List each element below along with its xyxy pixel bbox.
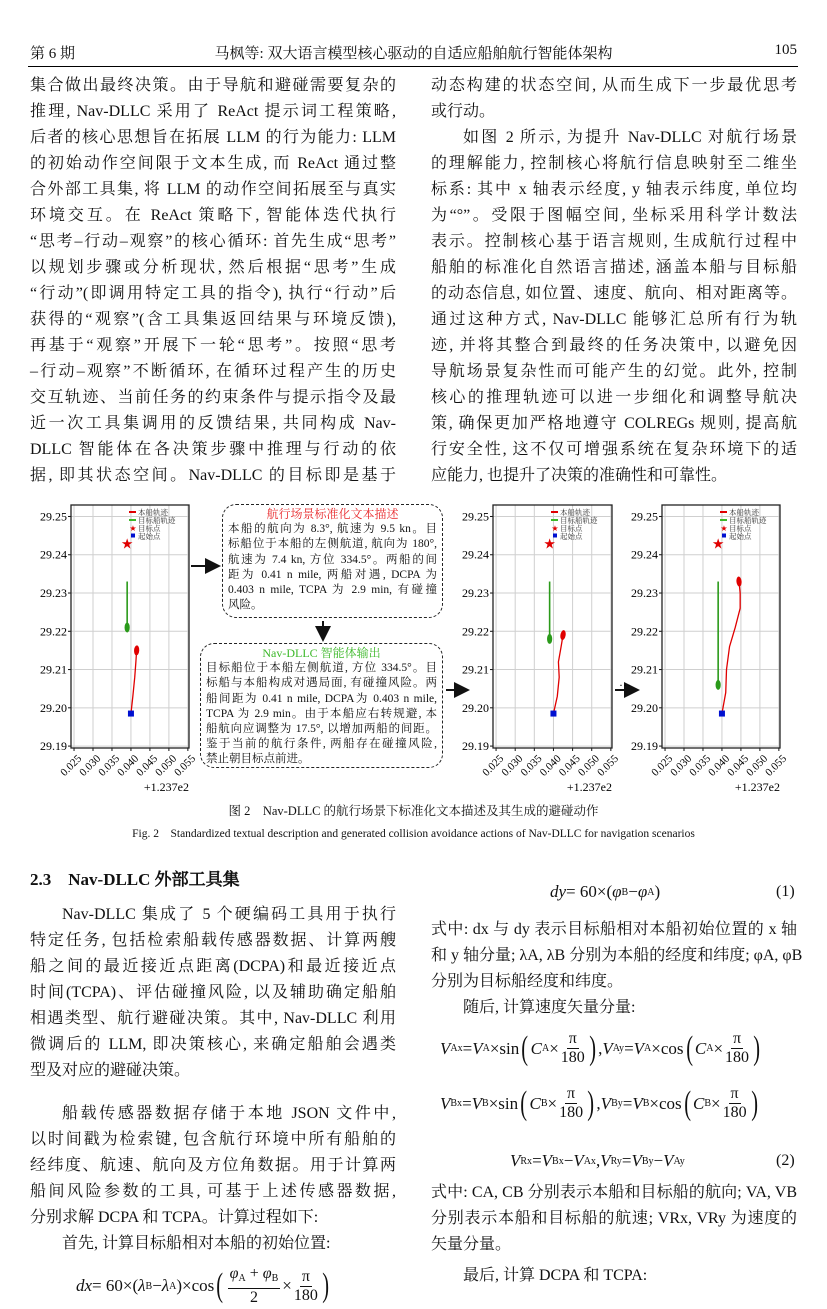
y-tick-label: 29.22 xyxy=(631,624,658,639)
legend-label: 目标点 xyxy=(138,524,161,533)
ship-marker xyxy=(547,634,552,644)
text-line: 本船的航向为 8.3°, 航速为 9.5 kn。目 xyxy=(228,523,437,536)
paragraph-tools xyxy=(30,902,396,1084)
text-line: “思考–行动–观察”的核心循环: 首先生成“思考” xyxy=(30,233,396,250)
text-line: 鉴于当前的航行条件, 两船存在碰撞风险, xyxy=(206,738,437,751)
formula-token: V xyxy=(631,1151,642,1170)
y-tick-label: 29.23 xyxy=(40,586,67,601)
x-offset-label: +1.237e2 xyxy=(734,780,780,794)
formula-token: = xyxy=(624,1038,634,1058)
formula-token: = xyxy=(462,1093,472,1113)
formula-va xyxy=(440,1030,762,1067)
y-tick-label: 29.24 xyxy=(462,547,489,562)
text-line: 矢量分量。 xyxy=(431,1236,512,1253)
formula-token: φ xyxy=(229,1265,239,1282)
formula-token: − xyxy=(628,882,638,901)
legend-square-icon xyxy=(722,534,726,538)
formula-token: ) xyxy=(322,1267,329,1304)
formula-token: Ay xyxy=(673,1155,685,1167)
start-point-marker xyxy=(550,711,556,717)
text-line: 船之间的最近接近点距离(DCPA)和最近接近点 xyxy=(30,958,396,975)
formula-token: π xyxy=(301,1267,310,1285)
section-heading: 2.3 Nav-DLLC 外部工具集 xyxy=(30,870,240,889)
text-line: 经纬度、航速、航向及方位角数据。用于计算两 xyxy=(30,1157,396,1174)
formula-token: 180 xyxy=(560,1049,585,1066)
formula-token: ×cos xyxy=(651,1038,684,1058)
formula-token: ( xyxy=(216,1267,224,1304)
equation-number: (1) xyxy=(776,883,795,900)
fraction xyxy=(725,1030,749,1067)
x-tick-label: 0.040 xyxy=(537,752,564,779)
text-line: 微调后的 LLM, 即决策核心, 来确定船舶会遇类 xyxy=(30,1036,396,1053)
x-tick-label: 0.045 xyxy=(556,752,583,779)
text-line: 的理解能力, 控制核心将航行信息映射至二维坐 xyxy=(431,155,797,172)
formula-token: ( xyxy=(520,1084,528,1122)
y-tick-label: 29.22 xyxy=(40,624,67,639)
text-line: 式中: dx 与 dy 表示目标船相对本船初始位置的 x 轴 xyxy=(431,921,797,938)
text-line: 式中: CA, CB 分别表示本船和目标船的航向; VA, VB xyxy=(431,1184,797,1201)
text-line: 后者的核心思想旨在拓展 LLM 的行为能力: LLM xyxy=(30,129,396,146)
formula-token: A xyxy=(482,1043,490,1054)
legend-label: 本船轨迹 xyxy=(138,508,168,517)
y-tick-label: 29.23 xyxy=(631,586,658,601)
text-line: 再基于“观察”开展下一轮“思考”。按照“思考 xyxy=(30,337,396,354)
text-line: 船载传感器数据存储于本地 JSON 文件中, xyxy=(62,1105,396,1122)
legend-label: 目标点 xyxy=(729,524,752,533)
legend-label: 目标船轨迹 xyxy=(729,516,767,525)
legend-label: 本船轨迹 xyxy=(729,508,759,517)
y-tick-label: 29.21 xyxy=(631,662,658,677)
text-line: 标船位于本船的左侧航道, 航向为 180°, xyxy=(228,538,437,551)
formula-token: Bx xyxy=(552,1155,564,1167)
own-ship-trajectory xyxy=(131,650,137,713)
formula-token: V xyxy=(573,1151,584,1170)
formula-token: φ xyxy=(612,882,622,901)
own-ship-trajectory xyxy=(722,582,740,714)
text-line: 核心的推理轨迹可以进一步细化和调整导航决 xyxy=(431,389,797,406)
formula-token: )×cos xyxy=(176,1276,215,1295)
formula-token: By xyxy=(611,1098,623,1109)
y-tick-label: 29.21 xyxy=(462,662,489,677)
text-line: 近一次工具集调用的反馈结果, 共同构成 Nav- xyxy=(30,415,396,432)
text-line: 环境交互。在 ReAct 策略下, 智能体迭代执行 xyxy=(30,207,396,224)
formula-token: B xyxy=(145,1280,153,1292)
formula-token: C xyxy=(530,1038,542,1058)
formula-token: V xyxy=(633,1038,645,1058)
legend-label: 目标船轨迹 xyxy=(560,516,598,525)
text-line: 船航向应调整为 17.5°, 以增加两船的间距。 xyxy=(206,723,437,736)
formula-token: φ xyxy=(637,882,648,901)
legend-star-icon: ★ xyxy=(720,524,728,533)
text-line: 和 y 轴分量; λA, λB 分别为本船的经度和纬度; φA, φB xyxy=(431,947,803,964)
text-line: 航速为 7.4 kn, 方位 334.5°。两船的间 xyxy=(228,553,437,566)
y-tick-label: 29.19 xyxy=(631,739,658,754)
legend-label: 起始点 xyxy=(729,532,752,541)
text-line: 时间(TCPA)、评估碰撞风险, 以及辅助确定船舶 xyxy=(30,984,396,1001)
figure-caption-en: Fig. 2 Standardized textual description and generated collision avoidance actions of Nav-DLLC for navigation scenarios xyxy=(132,828,695,840)
x-offset-label: +1.237e2 xyxy=(143,780,189,794)
formula-token: V xyxy=(471,1093,483,1113)
formula-token: C xyxy=(694,1038,707,1058)
formula-token: A xyxy=(541,1043,550,1054)
text-line: 应能力, 也提升了决策的准确性和可靠性。 xyxy=(431,467,728,484)
box-text xyxy=(206,661,437,767)
formula-token: × xyxy=(713,1038,724,1058)
x-tick-label: 0.050 xyxy=(153,752,180,779)
formula-token: , xyxy=(598,1038,603,1058)
own-ship-trajectory xyxy=(553,635,563,713)
formula-token: V xyxy=(440,1038,451,1058)
formula-token: = xyxy=(622,1093,633,1113)
text-line: 分别表示本船和目标船的航速; VRx, VRy 为速度的 xyxy=(431,1210,797,1227)
formula-token: A xyxy=(647,886,655,898)
text-line: 行安全性, 这不仅可增强系统在复杂环境下的适 xyxy=(431,441,797,458)
formula-dx xyxy=(76,1265,331,1307)
y-tick-label: 29.25 xyxy=(40,509,67,524)
text-line: 距为 0.41 n mile, 两船对遇, DCPA 为 xyxy=(228,568,437,581)
formula-dy xyxy=(550,882,660,902)
ship-marker xyxy=(134,645,140,655)
formula-token: V xyxy=(600,1151,611,1170)
formula-vb xyxy=(440,1085,760,1122)
x-tick-label: 0.055 xyxy=(172,752,199,779)
box-title: Nav-DLLC 智能体输出 xyxy=(262,646,381,660)
formula-token: × xyxy=(547,1093,558,1113)
y-tick-label: 29.24 xyxy=(40,547,67,562)
formula-token: ×cos xyxy=(649,1093,682,1113)
legend-label: 目标船轨迹 xyxy=(138,516,176,525)
issue-number: 第 6 期 xyxy=(30,46,76,62)
formula-token: Bx xyxy=(450,1098,463,1109)
agent-output-box xyxy=(200,643,443,768)
text-line: 最后, 计算 DCPA 和 TCPA: xyxy=(463,1267,648,1284)
formula-token: 180 xyxy=(725,1049,750,1066)
x-tick-label: 0.025 xyxy=(649,752,676,779)
text-line: 以规划步骤或分析现状, 然后根据“思考”生成 xyxy=(30,259,396,276)
y-tick-label: 29.22 xyxy=(462,624,489,639)
running-title: 马枫等: 双大语言模型核心驱动的自适应船舶航行智能体架构 xyxy=(214,46,613,62)
text-line: 特定任务, 包括检索船载传感器数据、计算两艘 xyxy=(30,932,396,949)
formula-token: Ay xyxy=(612,1043,625,1054)
formula-token: ( xyxy=(685,1029,693,1067)
formula-token: ( xyxy=(521,1029,529,1067)
x-tick-label: 0.040 xyxy=(115,752,142,779)
x-tick-label: 0.030 xyxy=(499,752,526,779)
text-line: 迹, 并将其整合到最终的任务决策中, 以避免因 xyxy=(431,337,797,354)
text-line: 首先, 计算目标船相对本船的初始位置: xyxy=(62,1235,331,1252)
x-tick-label: 0.035 xyxy=(518,752,545,779)
box-title: 航行场景标准化文本描述 xyxy=(266,507,399,521)
legend-star-icon: ★ xyxy=(551,524,559,533)
text-line: 的初始动作空间限于文本生成, 而 ReAct 通过整 xyxy=(30,155,396,172)
formula-token: Ax xyxy=(583,1155,596,1167)
formula-token: A xyxy=(169,1280,177,1292)
text-line: 船舶的标准化自然语言描述, 涵盖本船与目标船 xyxy=(431,259,797,276)
x-tick-label: 0.055 xyxy=(595,752,622,779)
ship-marker xyxy=(716,680,721,690)
formula-token: 180 xyxy=(722,1104,747,1121)
fraction xyxy=(561,1030,585,1067)
text-line: 合外部工具集, 将 LLM 的动作空间拓展至与真实 xyxy=(30,181,396,198)
formula-token: 2 xyxy=(249,1289,258,1306)
text-line: TCPA 为 2.9 min。由于本船应右转规避, 本 xyxy=(206,707,437,720)
text-line: 为“°”。受限于图幅空间, 坐标采用科学计数法 xyxy=(431,207,797,224)
text-line: 推理, Nav-DLLC 采用了 ReAct 提示词工程策略, xyxy=(30,103,396,120)
start-point-marker xyxy=(719,711,725,717)
formula-token: V xyxy=(472,1038,483,1058)
legend-label: 目标点 xyxy=(560,524,583,533)
page-number: 105 xyxy=(774,42,797,58)
legend-square-icon xyxy=(131,534,135,538)
formula-token: V xyxy=(602,1038,613,1058)
formula-token: = 60×( xyxy=(92,1276,139,1295)
text-line: 表示。控制核心基于语言规则, 生成航行过程中 xyxy=(431,233,797,250)
formula-token: A xyxy=(644,1043,652,1054)
formula-token: − xyxy=(563,1151,574,1170)
text-line: 如图 2 所示, 为提升 Nav-DLLC 对航行场景 xyxy=(463,129,797,146)
x-tick-label: 0.035 xyxy=(96,752,123,779)
x-tick-label: 0.030 xyxy=(668,752,695,779)
formula-token: Ax xyxy=(450,1043,463,1054)
formula-token: V xyxy=(663,1151,674,1170)
text-line: 风险。 xyxy=(228,599,263,612)
formula-token: B xyxy=(621,886,629,898)
formula-token: dy xyxy=(550,882,567,901)
text-line: 集合做出最终决策。由于导航和避碰需要复杂的 xyxy=(30,77,396,94)
formula-token: B xyxy=(642,1098,650,1109)
x-tick-label: 0.050 xyxy=(744,752,771,779)
formula-token: + xyxy=(245,1265,263,1282)
fraction xyxy=(723,1085,747,1122)
paragraph-final-step xyxy=(431,1263,797,1289)
text-line: 动态构建的状态空间, 从而生成下一步最优思考 xyxy=(431,77,797,94)
formula-token: A xyxy=(238,1273,246,1284)
text-line: 通过这种方式, Nav-DLLC 能够汇总所有行为轨 xyxy=(431,311,797,328)
equation-number: (2) xyxy=(776,1152,795,1169)
formula-token: ( xyxy=(683,1084,691,1122)
y-tick-label: 29.23 xyxy=(462,586,489,601)
start-point-marker xyxy=(128,711,134,717)
text-line: 策, 确保更加严格地遵守 COLREGs 规则, 提高航 xyxy=(431,415,797,432)
text-line: 船间风险参数的工具, 可基于上述传感器数据, xyxy=(30,1183,396,1200)
formula-token: λ xyxy=(138,1276,146,1295)
formula-token: π xyxy=(730,1085,739,1102)
x-tick-label: 0.045 xyxy=(134,752,161,779)
formula-token: By xyxy=(641,1155,654,1167)
figure-caption-cn: 图 2 Nav-DLLC 的航行场景下标准化文本描述及其生成的避碰动作 xyxy=(228,804,599,818)
text-line: 的动态信息, 如位置、速度、航向、相对距离等。 xyxy=(431,285,797,302)
formula-token: B xyxy=(704,1098,711,1109)
paragraph-first-step xyxy=(30,1231,396,1257)
x-tick-label: 0.045 xyxy=(725,752,752,779)
box-text xyxy=(228,522,437,613)
text-line: 标船与本船构成对遇局面, 有碰撞风险。两 xyxy=(206,677,437,690)
y-tick-label: 29.21 xyxy=(40,662,67,677)
x-tick-label: 0.025 xyxy=(58,752,85,779)
formula-token: ) xyxy=(589,1029,596,1067)
text-line: 或行动。 xyxy=(431,103,496,120)
x-offset-label: +1.237e2 xyxy=(566,780,612,794)
y-tick-label: 29.20 xyxy=(631,700,658,715)
ship-marker xyxy=(125,622,130,632)
x-tick-label: 0.025 xyxy=(480,752,507,779)
formula-token: B xyxy=(271,1273,279,1284)
formula-token: B xyxy=(482,1098,489,1109)
text-line: 分别求解 DCPA 和 TCPA。计算过程如下: xyxy=(30,1209,319,1226)
ellipsis: … xyxy=(619,675,631,689)
fraction xyxy=(559,1085,583,1122)
scenario-description-box xyxy=(222,504,443,618)
formula-token: , xyxy=(596,1093,601,1113)
formula-token: = xyxy=(462,1038,473,1058)
text-line: 随后, 计算速度矢量分量: xyxy=(463,999,636,1016)
formula-token: π xyxy=(567,1085,576,1102)
formula-token: Ry xyxy=(610,1155,622,1167)
formula-token: A xyxy=(706,1043,714,1054)
text-line: 0.403 n mile, TCPA 为 2.9 min, 有碰撞 xyxy=(228,584,437,597)
legend-label: 起始点 xyxy=(560,532,583,541)
y-tick-label: 29.20 xyxy=(40,700,67,715)
text-line: 相遇类型、航行避碰决策。其中, Nav-DLLC 利用 xyxy=(30,1010,396,1027)
y-tick-label: 29.24 xyxy=(631,547,658,562)
y-tick-label: 29.20 xyxy=(462,700,489,715)
formula-token: λ xyxy=(161,1276,170,1295)
formula-token: B xyxy=(540,1098,548,1109)
text-line: 分别为目标船经度和纬度。 xyxy=(431,973,624,990)
formula-token: π xyxy=(732,1030,742,1047)
formula-token: V xyxy=(541,1151,553,1170)
fraction xyxy=(294,1268,318,1305)
text-line: 禁止朝目标点前进。 xyxy=(206,753,310,766)
target-point-star-icon: ★ xyxy=(543,537,556,553)
target-point-star-icon: ★ xyxy=(120,537,134,553)
formula-token: = xyxy=(621,1151,632,1170)
formula-token: V xyxy=(600,1093,612,1113)
formula-token: , xyxy=(595,1151,601,1170)
formula-token: V xyxy=(440,1093,451,1113)
text-line: 型及对应的避碰决策。 xyxy=(30,1062,191,1079)
text-line: 据, 即其状态空间。Nav-DLLC 的目标即是基于 xyxy=(30,467,396,484)
formula-token: ×sin xyxy=(489,1038,520,1058)
formula-token: ×sin xyxy=(488,1093,519,1113)
paragraph-sensor-data xyxy=(30,1101,396,1231)
text-line: –行动–观察”不断循环, 在循环过程产生的历史 xyxy=(30,363,396,380)
formula-token: Rx xyxy=(520,1155,533,1167)
formula-token: φ xyxy=(262,1265,272,1282)
formula-token: ) xyxy=(750,1084,758,1122)
paragraph-where-1 xyxy=(431,917,803,995)
formula-token: C xyxy=(529,1093,541,1113)
formula-token: π xyxy=(568,1030,577,1047)
legend-label: 本船轨迹 xyxy=(560,508,590,517)
formula-token: V xyxy=(632,1093,643,1113)
text-line: 交互轨迹、当前任务的约束条件与提示指令及最 xyxy=(30,389,396,406)
text-line: 目标船位于本船左侧航道, 方位 334.5°。目 xyxy=(206,662,437,675)
formula-token: × xyxy=(710,1093,721,1113)
legend-star-icon: ★ xyxy=(129,524,137,533)
text-line: 获得的“观察”(含工具集返回结果与环境反馈), xyxy=(30,311,396,328)
x-tick-label: 0.040 xyxy=(706,752,733,779)
formula-vr xyxy=(510,1151,685,1171)
formula-token: ) xyxy=(587,1084,595,1122)
x-tick-label: 0.030 xyxy=(77,752,104,779)
formula-token: × xyxy=(282,1276,292,1295)
text-line: 导航场景复杂性而可能产生的幻觉。此外, 控制 xyxy=(431,363,797,380)
paragraph-where-2 xyxy=(431,1180,797,1258)
text-line: “行动”(即调用特定工具的指令), 执行“行动”后 xyxy=(30,285,396,302)
formula-token: dx xyxy=(76,1276,93,1295)
formula-token: 180 xyxy=(293,1286,318,1304)
formula-token: = xyxy=(532,1151,542,1170)
legend-square-icon xyxy=(553,534,557,538)
legend-label: 起始点 xyxy=(138,532,161,541)
formula-token: = 60×( xyxy=(566,882,613,901)
formula-token: − xyxy=(152,1276,162,1295)
y-tick-label: 29.25 xyxy=(631,509,658,524)
formula-token: C xyxy=(692,1093,705,1113)
text-line: DLLC 智能体在各决策步骤中推理与行动的依 xyxy=(30,441,396,458)
formula-token: × xyxy=(549,1038,559,1058)
target-point-star-icon: ★ xyxy=(711,537,725,553)
x-tick-label: 0.035 xyxy=(687,752,714,779)
formula-token: V xyxy=(510,1151,521,1170)
paragraph-next-step xyxy=(431,995,797,1021)
formula-token: ) xyxy=(753,1029,761,1067)
formula-token: ) xyxy=(654,882,661,901)
formula-token: 180 xyxy=(559,1104,584,1121)
text-line: 标系: 其中 x 轴表示经度, y 轴表示纬度, 单位均 xyxy=(431,181,797,198)
formula-token: − xyxy=(653,1151,664,1170)
text-line: 船间距为 0.41 n mile, DCPA为 0.403 n mile, xyxy=(206,692,437,705)
text-line: Nav-DLLC 集成了 5 个硬编码工具用于执行 xyxy=(62,906,396,923)
y-tick-label: 29.25 xyxy=(462,509,489,524)
x-tick-label: 0.050 xyxy=(575,752,602,779)
fraction xyxy=(228,1265,281,1307)
y-tick-label: 29.19 xyxy=(462,739,489,754)
x-tick-label: 0.055 xyxy=(763,752,790,779)
text-line: 以时间戳为检索键, 包含航行环境中所有船舶的 xyxy=(30,1131,396,1148)
y-tick-label: 29.19 xyxy=(40,739,67,754)
